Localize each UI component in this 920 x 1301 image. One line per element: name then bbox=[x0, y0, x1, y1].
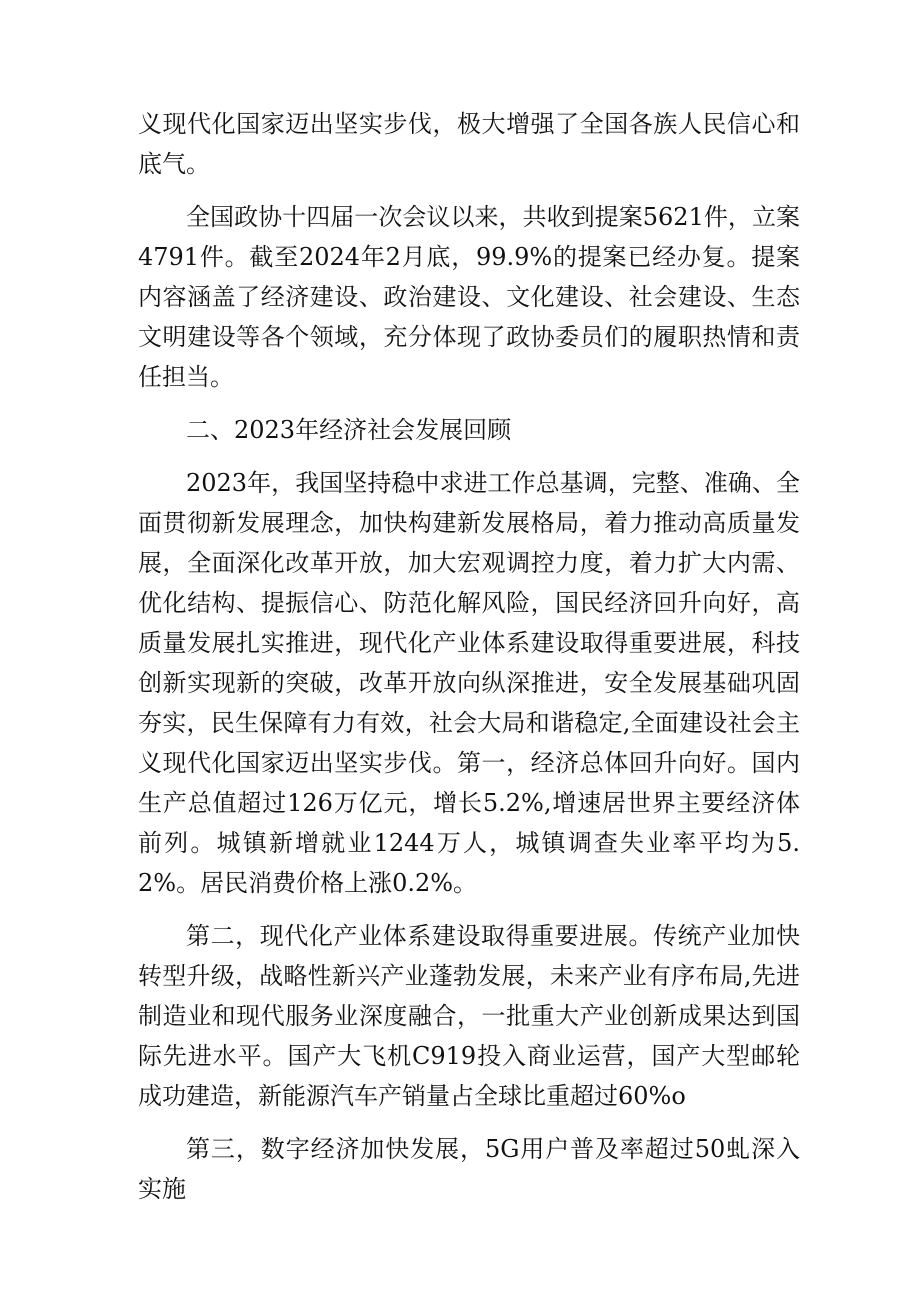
paragraph-economy-review: 2023年，我国坚持稳中求进工作总基调，完整、准确、全面贯彻新发展理念，加快构建新发展格局，着力推动高质量发展，全面深化改革开放，加大宏观调控力度，着力扩大内需、优化结构、提振信心、防范化解风险，国民经济回升向好，高质量发展扎实推进，现代化产业体系建设取得重要进展，科技创新实现新的突破，改革开放向纵深推进，安全发展基础巩固夯实，民生保障有力有效，社会大局和谐稳定,全面建设社会主义现代化国家迈出坚实步伐。第一，经济总体回升向好。国内生产总值超过126万亿元，增长5.2%,增速居世界主要经济体前列。城镇新增就业1244万人，城镇调查失业率平均为5.2%。居民消费价格上涨0.2%。 bbox=[138, 469, 800, 897]
section-heading: 二、2023年经济社会发展回顾 bbox=[186, 416, 512, 444]
paragraph-industry-system: 第二，现代化产业体系建设取得重要进展。传统产业加快转型升级，战略性新兴产业蓬勃发展，未来产业有序布局,先进制造业和现代服务业深度融合，一批重大产业创新成果达到国际先进水平。国产大飞机C919投入商业运营，国产大型邮轮成功建造，新能源汽车产销量占全球比重超过60%o bbox=[138, 922, 800, 1110]
paragraph-proposals: 全国政协十四届一次会议以来，共收到提案5621件，立案4791件。截至2024年2月底，99.9%的提案已经办复。提案内容涵盖了经济建设、政治建设、文化建设、社会建设、生态文明建设等各个领域，充分体现了政协委员们的履职热情和责任担当。 bbox=[138, 203, 800, 391]
paragraph-continuation: 义现代化国家迈出坚实步伐，极大增强了全国各族人民信心和底气。 bbox=[138, 110, 800, 178]
paragraph-digital-economy: 第三，数字经济加快发展，5G用户普及率超过50虬深入实施 bbox=[138, 1135, 800, 1203]
